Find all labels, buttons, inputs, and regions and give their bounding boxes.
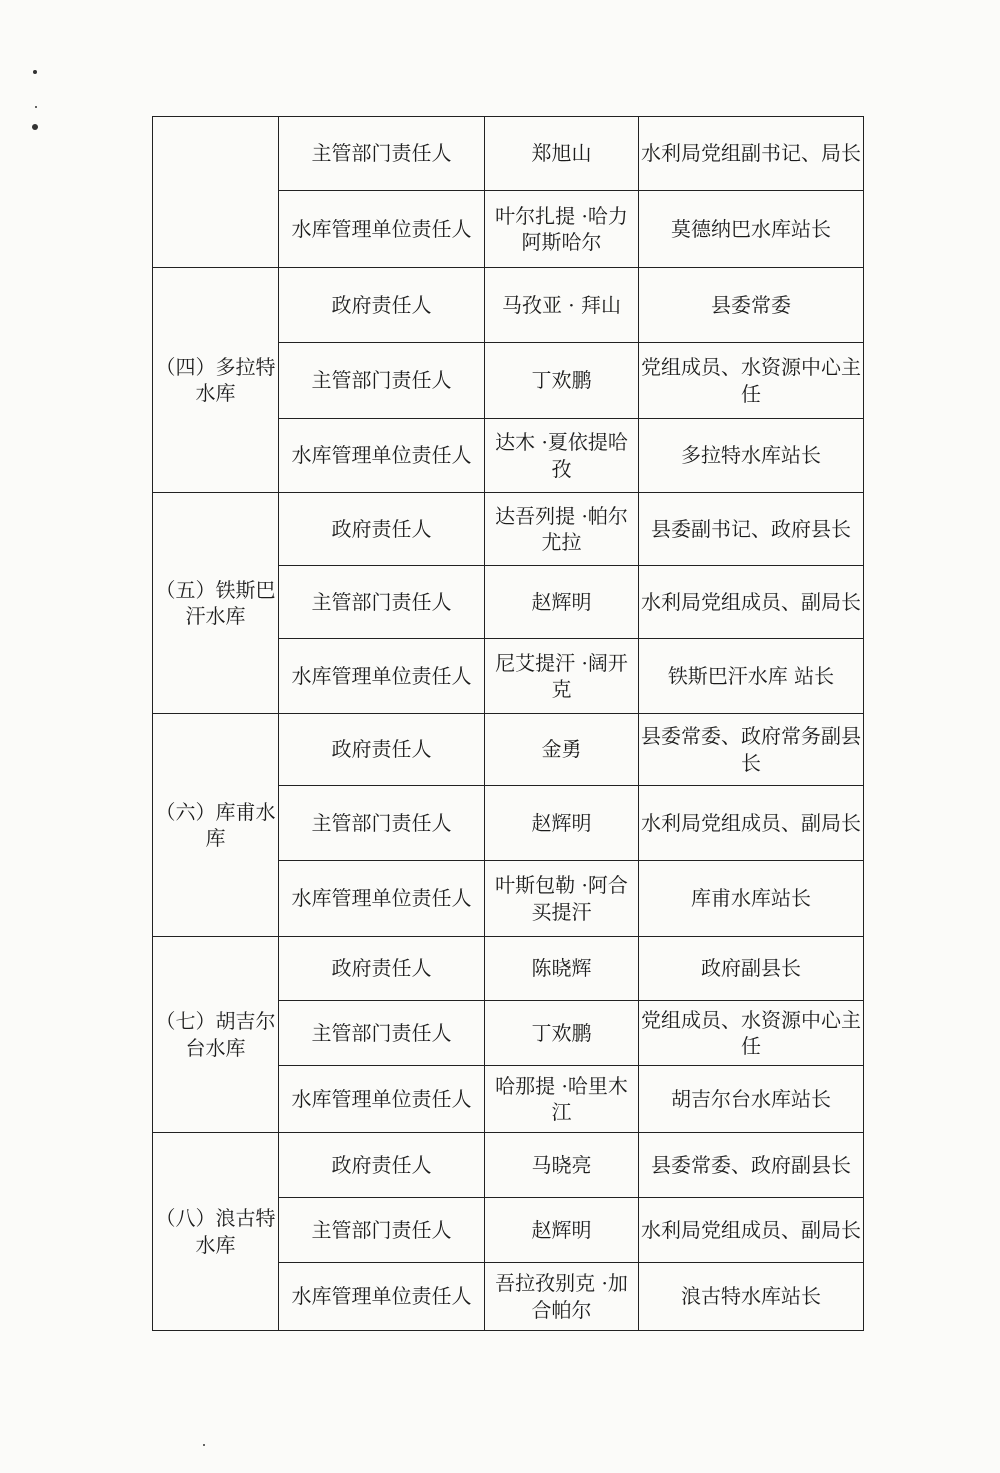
position-cell: 党组成员、水资源中心主任 — [639, 343, 864, 419]
person-name-cell: 丁欢鹏 — [485, 343, 639, 419]
role-cell: 主管部门责任人 — [279, 117, 485, 191]
role-cell: 水库管理单位责任人 — [279, 1263, 485, 1331]
role-cell: 水库管理单位责任人 — [279, 1066, 485, 1133]
responsibility-table — [152, 116, 864, 1331]
position-cell: 县委常委、政府常务副县长 — [639, 714, 864, 786]
person-name-cell: 赵辉明 — [485, 566, 639, 639]
person-name-cell: 叶尔扎提 ·哈力阿斯哈尔 — [485, 191, 639, 268]
person-name-cell: 吾拉孜别克 ·加合帕尔 — [485, 1263, 639, 1331]
table-row — [153, 268, 864, 343]
person-name-cell: 叶斯包勒 ·阿合买提汗 — [485, 861, 639, 937]
position-cell: 县委常委、政府副县长 — [639, 1133, 864, 1198]
reservoir-name-cell: （六）库甫水库 — [153, 714, 279, 937]
position-cell: 党组成员、水资源中心主任 — [639, 1001, 864, 1066]
role-cell: 主管部门责任人 — [279, 343, 485, 419]
table-row — [153, 493, 864, 566]
person-name-cell: 达木 ·夏依提哈孜 — [485, 419, 639, 493]
person-name-cell: 赵辉明 — [485, 786, 639, 861]
role-cell: 主管部门责任人 — [279, 786, 485, 861]
scan-speck — [33, 70, 37, 74]
person-name-cell: 金勇 — [485, 714, 639, 786]
position-cell: 浪古特水库站长 — [639, 1263, 864, 1331]
scan-speck — [32, 124, 38, 130]
position-cell: 政府副县长 — [639, 937, 864, 1001]
role-cell: 政府责任人 — [279, 268, 485, 343]
table-row — [153, 1133, 864, 1198]
position-cell: 水利局党组副书记、局长 — [639, 117, 864, 191]
person-name-cell: 尼艾提汗 ·阔开克 — [485, 639, 639, 714]
person-name-cell: 丁欢鹏 — [485, 1001, 639, 1066]
reservoir-name-cell: （七）胡吉尔台水库 — [153, 937, 279, 1133]
person-name-cell: 陈晓辉 — [485, 937, 639, 1001]
table-row — [153, 714, 864, 786]
role-cell: 政府责任人 — [279, 493, 485, 566]
position-cell: 莫德纳巴水库站长 — [639, 191, 864, 268]
role-cell: 水库管理单位责任人 — [279, 639, 485, 714]
position-cell: 铁斯巴汗水库 站长 — [639, 639, 864, 714]
person-name-cell: 马孜亚 · 拜山 — [485, 268, 639, 343]
scan-speck — [203, 1444, 205, 1446]
role-cell: 主管部门责任人 — [279, 566, 485, 639]
position-cell: 水利局党组成员、副局长 — [639, 1198, 864, 1263]
reservoir-name-cell — [153, 117, 279, 268]
position-cell: 水利局党组成员、副局长 — [639, 786, 864, 861]
person-name-cell: 郑旭山 — [485, 117, 639, 191]
role-cell: 水库管理单位责任人 — [279, 191, 485, 268]
reservoir-name-cell: （四）多拉特水库 — [153, 268, 279, 493]
table-body — [153, 117, 864, 1331]
position-cell: 水利局党组成员、副局长 — [639, 566, 864, 639]
person-name-cell: 赵辉明 — [485, 1198, 639, 1263]
position-cell: 县委副书记、政府县长 — [639, 493, 864, 566]
position-cell: 胡吉尔台水库站长 — [639, 1066, 864, 1133]
position-cell: 库甫水库站长 — [639, 861, 864, 937]
position-cell: 多拉特水库站长 — [639, 419, 864, 493]
role-cell: 水库管理单位责任人 — [279, 419, 485, 493]
person-name-cell: 哈那提 ·哈里木江 — [485, 1066, 639, 1133]
role-cell: 主管部门责任人 — [279, 1198, 485, 1263]
person-name-cell: 马晓亮 — [485, 1133, 639, 1198]
role-cell: 水库管理单位责任人 — [279, 861, 485, 937]
table-row — [153, 937, 864, 1001]
scan-speck — [35, 106, 37, 108]
role-cell: 政府责任人 — [279, 937, 485, 1001]
role-cell: 政府责任人 — [279, 714, 485, 786]
person-name-cell: 达吾列提 ·帕尔尤拉 — [485, 493, 639, 566]
role-cell: 主管部门责任人 — [279, 1001, 485, 1066]
table-row — [153, 117, 864, 191]
role-cell: 政府责任人 — [279, 1133, 485, 1198]
position-cell: 县委常委 — [639, 268, 864, 343]
reservoir-name-cell: （五）铁斯巴汗水库 — [153, 493, 279, 714]
reservoir-name-cell: （八）浪古特水库 — [153, 1133, 279, 1331]
